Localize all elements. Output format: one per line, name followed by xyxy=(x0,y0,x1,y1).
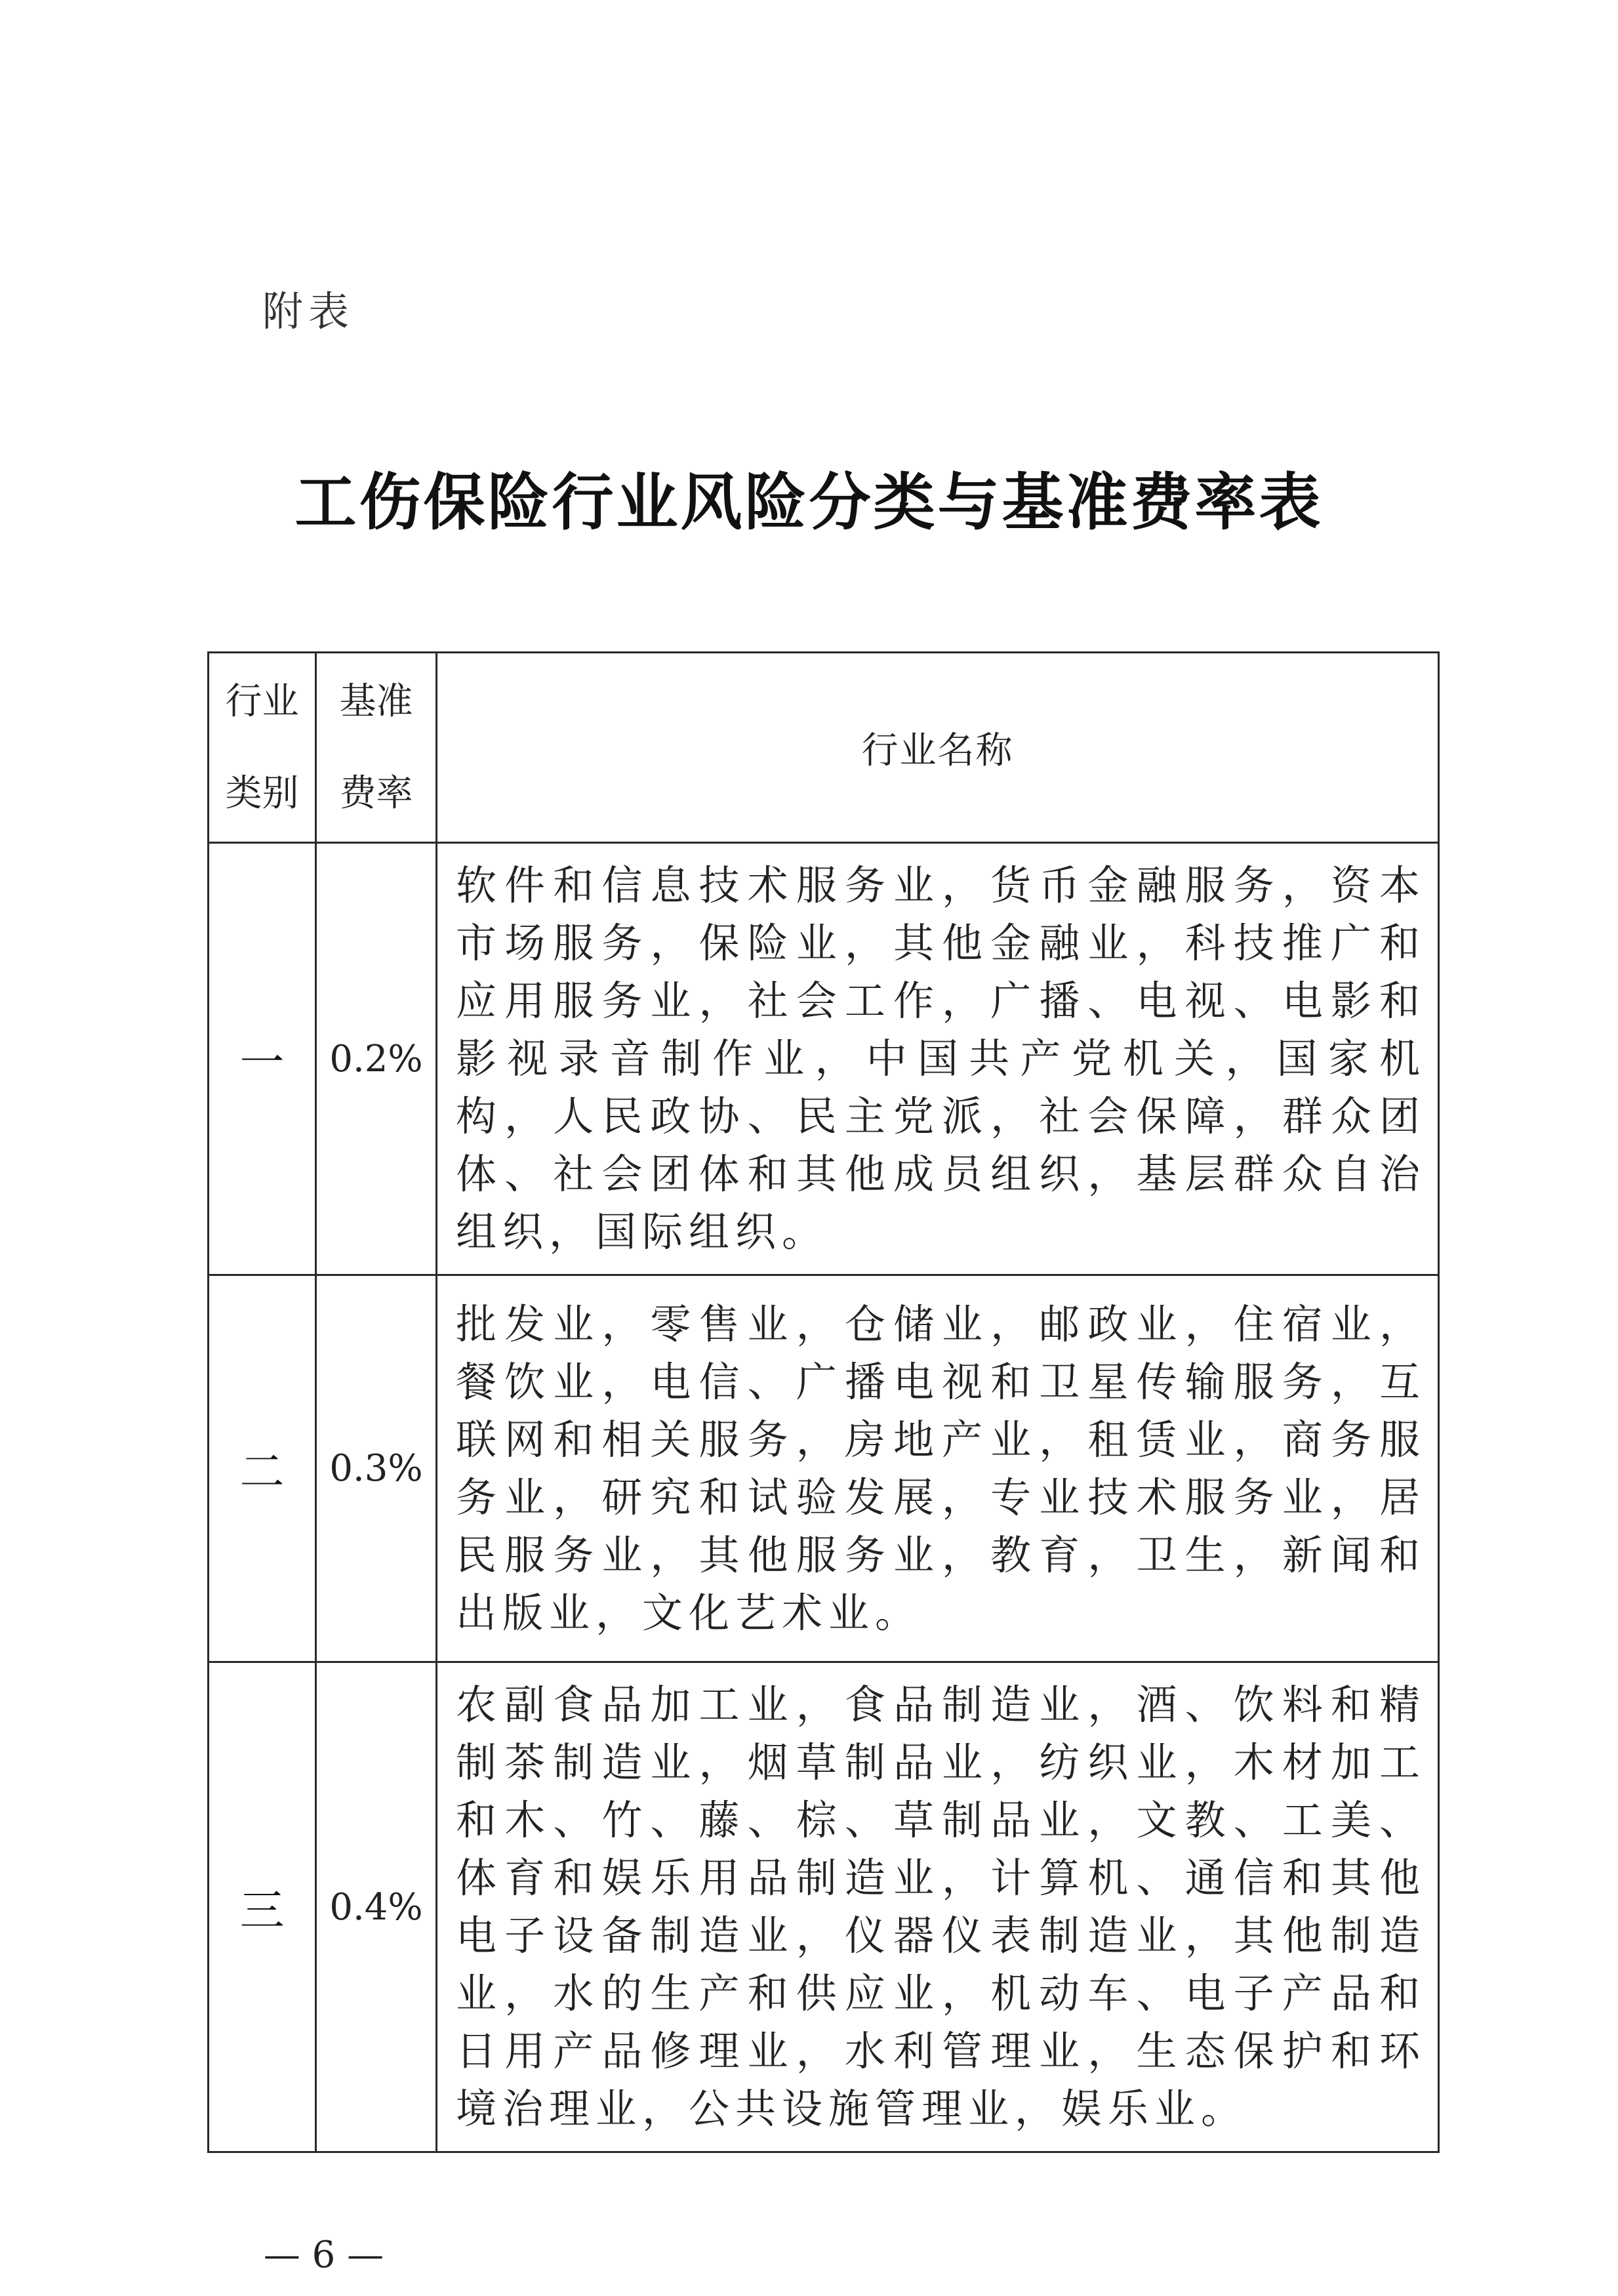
header-industry-name: 行业名称 xyxy=(437,653,1439,843)
header-rate-line2: 费率 xyxy=(339,771,413,815)
industry-list-cell: 农副食品加工业，食品制造业，酒、饮料和精制茶制造业，烟草制品业，纺织业，木材加工和木、竹、藤、棕、草制品业，文教、工美、体育和娱乐用品制造业，计算机、通信和其他电子设备制造业，仪器仪表制造业，其他制造业，水的生产和供应业，机动车、电子产品和日用产品修理业，水利管理业，生态保护和环境治理业，公共设施管理业，娱乐业。 xyxy=(437,1662,1439,2152)
rate-cell: 0.4% xyxy=(316,1662,437,2152)
table-header-row xyxy=(209,653,1439,843)
industry-rate-table xyxy=(207,651,1440,2153)
appendix-label: 附表 xyxy=(262,287,355,335)
table-row xyxy=(209,843,1439,1275)
header-category xyxy=(209,653,316,843)
header-rate-line1: 基准 xyxy=(339,680,413,723)
category-cell: 一 xyxy=(209,843,316,1275)
industry-list-cell: 批发业，零售业，仓储业，邮政业，住宿业，餐饮业，电信、广播电视和卫星传输服务，互联网和相关服务，房地产业，租赁业，商务服务业，研究和试验发展，专业技术服务业，居民服务业，其他服务业，教育，卫生，新闻和出版业，文化艺术业。 xyxy=(437,1275,1439,1662)
header-category-line1: 行业 xyxy=(225,680,299,723)
rate-cell: 0.3% xyxy=(316,1275,437,1662)
industry-list-cell: 软件和信息技术服务业，货币金融服务，资本市场服务，保险业，其他金融业，科技推广和应用服务业，社会工作，广播、电视、电影和影视录音制作业，中国共产党机关，国家机构，人民政协、民主党派，社会保障，群众团体、社会团体和其他成员组织，基层群众自治组织，国际组织。 xyxy=(437,843,1439,1275)
page-title: 工伤保险行业风险分类与基准费率表 xyxy=(294,466,1324,539)
table-row xyxy=(209,1275,1439,1662)
header-category-line2: 类别 xyxy=(225,771,299,815)
category-cell: 三 xyxy=(209,1662,316,2152)
table-row xyxy=(209,1662,1439,2152)
page-number: — 6 — xyxy=(263,2234,384,2276)
category-cell: 二 xyxy=(209,1275,316,1662)
header-rate xyxy=(316,653,437,843)
rate-cell: 0.2% xyxy=(316,843,437,1275)
